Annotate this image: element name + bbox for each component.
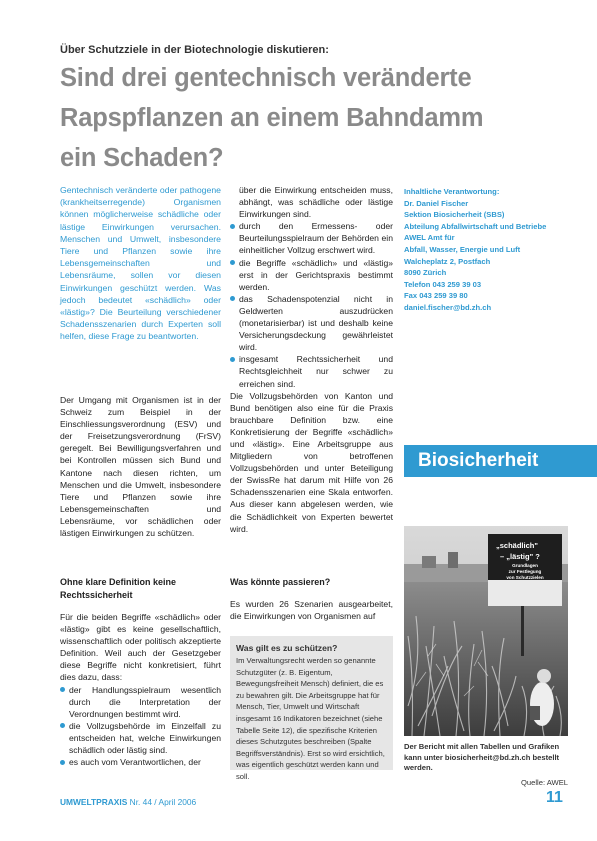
section-heading-was-koennte-passieren: Was könnte passieren?	[230, 577, 331, 587]
banner-title: Biosicherheit	[418, 450, 539, 471]
lead-paragraph: Gentechnisch veränderte oder pathogene (krankheitserregende) Organismen können möglicherweise schädliche oder lästige Einwirkungen verursachen. Menschen und Umwelt, insbesondere Tiere und Pflanzen sowie ihre Lebensgemeinschaften und Lebensräume, sollen vor diesen Einwirkungen geschützt werden. Was jedoch bedeutet «schädlich» oder «lästig»? Die Beurteilung verschiedener Schadensszenarien durch Experten soll helfen, diese Frage zu beantworten.	[60, 185, 221, 342]
contact-line: Walcheplatz 2, Postfach	[404, 256, 491, 266]
contact-line: Dr. Daniel Fischer	[404, 198, 469, 208]
photo-caption: Der Bericht mit allen Tabellen und Grafiken kann unter biosicherheit@bd.zh.ch bestellt werden.	[404, 742, 560, 772]
contact-line: Abteilung Abfallwirtschaft und Betriebe	[404, 221, 547, 231]
photo-sign-sub: von Schutzzielen	[506, 575, 544, 580]
contact-email-link[interactable]: daniel.fischer@bd.zh.ch	[404, 302, 492, 312]
photo-sign-line: „schädlich"	[496, 541, 538, 550]
body-paragraph: Der Umgang mit Organismen ist in der Schweiz zum Beispiel in der Einschliessungsverordnung (ESV) und der Freisetzungsverordnung (FrSV) geregelt. Bei Bewilligungsverfahren und bei Kontrollen müssen sich Bund und Kantone nach diesen richten, um Menschen und die Umwelt, insbesondere Tiere und Pflanzen sowie ihre Lebensgemeinschaften und Lebensräume, vor schädlichen oder lästigen Einwirkungen zu schützen.	[60, 395, 221, 539]
info-box-text: Im Verwaltungsrecht werden so genannte Schutzgüter (z. B. Eigentum, Bewegungsfreiheit Mensch) definiert, die es zu bewahren gilt. Die Arbeitsgruppe hat für Mensch, Tier, Umwelt und Wirtschaft insgesamt 16 Indikatoren bezeichnet (siehe Tabelle Seite 12), die spezifische Kriterien dieses Schutzgutes beschreiben (Spalte Begriffsverständnis). Erst so wird ersichtlich, was eigentlich geschützt werden kann und soll.	[236, 656, 385, 781]
list-item: es auch vom Verantwortlichen, der	[60, 756, 221, 768]
contact-line: 8090 Zürich	[404, 268, 447, 278]
body-paragraph: über die Einwirkung entscheiden muss, abhängt, was schädliche oder lästige Einwirkungen sind.	[239, 185, 393, 220]
contact-block	[404, 186, 564, 314]
contact-line: Sektion Biosicherheit (SBS)	[404, 210, 505, 220]
list-item: die Vollzugsbehörde im Einzelfall zu entscheiden hat, welche Einwirkungen schädlich oder lästig sind.	[60, 720, 221, 756]
list-item: die Begriffe «schädlich» und «lästig» erst in der Gerichtspraxis bestimmt werden.	[230, 257, 393, 293]
photo-source: Quelle: AWEL	[521, 778, 568, 787]
section-banner	[404, 445, 597, 477]
field-photo	[404, 526, 568, 736]
body-paragraph: Für die beiden Begriffe «schädlich» oder «lästig» gibt es keine gesellschaftlich, wissenschaftlich oder politisch akzeptierte Definition. Weil auch der Gesetzgeber diese Begriffe nicht konkretisiert, führt dies dazu, dass:	[60, 612, 221, 683]
column1-paragraph	[60, 394, 221, 539]
info-box	[230, 636, 393, 781]
body-paragraph: Die Vollzugsbehörden von Kanton und Bund benötigen also eine für die Praxis brauchbare Definition bzw. eine Konkretisierung der Begriffe «schädlich» und «lästig». Eine Arbeitsgruppe aus Mitgliedern von betroffenen Vollzugsbehörden und unter Beteiligung der SwissRe hat darum mit Hilfe von 26 Schadensszenarien eine Skala entworfen. Aus dieser kann abgelesen werden, wie die Schädlichkeit von Experten bewertet wird.	[230, 390, 393, 534]
page-footer	[60, 797, 196, 807]
contact-line: AWEL Amt für	[404, 233, 455, 243]
photo-sign-sub: Grundlagen	[512, 563, 538, 568]
contact-phone: Telefon 043 259 39 03	[404, 279, 482, 289]
photo-sign-sub: zur Festlegung	[508, 569, 542, 574]
info-box-heading: Was gilt es zu schützen?	[236, 643, 338, 653]
list-item: insgesamt Rechtssicherheit und Rechtsgleichheit nur schwer zu erreichen sind.	[230, 353, 393, 389]
section-heading-rechtssicherheit: Ohne klare Definition keine Rechtssicherheit	[60, 577, 177, 600]
bullet-list	[60, 684, 221, 769]
column2-section	[230, 576, 393, 622]
list-item: der Handlungsspielraum wesentlich durch die Interpretation der Verordnungen bestimmt wird.	[60, 684, 221, 720]
field-photo-image	[404, 526, 568, 736]
footer-issue: Nr. 44 / April 2006	[129, 797, 197, 807]
contact-line: Abfall, Wasser, Energie und Luft	[404, 244, 521, 254]
page-number: 11	[546, 789, 563, 806]
article-title	[60, 58, 560, 178]
footer-brand: UMWELTPRAXIS	[60, 797, 128, 807]
list-item: das Schadenspotenzial nicht in Geldwerten auszudrücken (monetarisierbar) ist und deshalb keine Versicherungsdeckung gewährleistet wird.	[230, 293, 393, 353]
list-item: durch den Ermessens- oder Beurteilungsspielraum der Behörden ein einheitlicher Vollzug erschwert wird.	[230, 220, 393, 256]
body-paragraph: Es wurden 26 Szenarien ausgearbeitet, die Einwirkungen von Organismen auf	[230, 598, 393, 621]
contact-heading: Inhaltliche Verantwortung:	[404, 187, 500, 196]
column1-section	[60, 576, 221, 768]
title-line: Sind drei gentechnisch veränderte	[60, 64, 472, 92]
contact-fax: Fax 043 259 39 80	[404, 291, 468, 301]
kicker-line: Über Schutzziele in der Biotechnologie diskutieren:	[60, 44, 329, 56]
column2-text	[230, 184, 393, 535]
title-line: Rapspflanzen an einem Bahndamm	[60, 104, 484, 132]
bullet-list	[230, 220, 393, 389]
title-line: ein Schaden?	[60, 144, 224, 172]
photo-sign-line: – „lästig" ?	[500, 552, 540, 561]
